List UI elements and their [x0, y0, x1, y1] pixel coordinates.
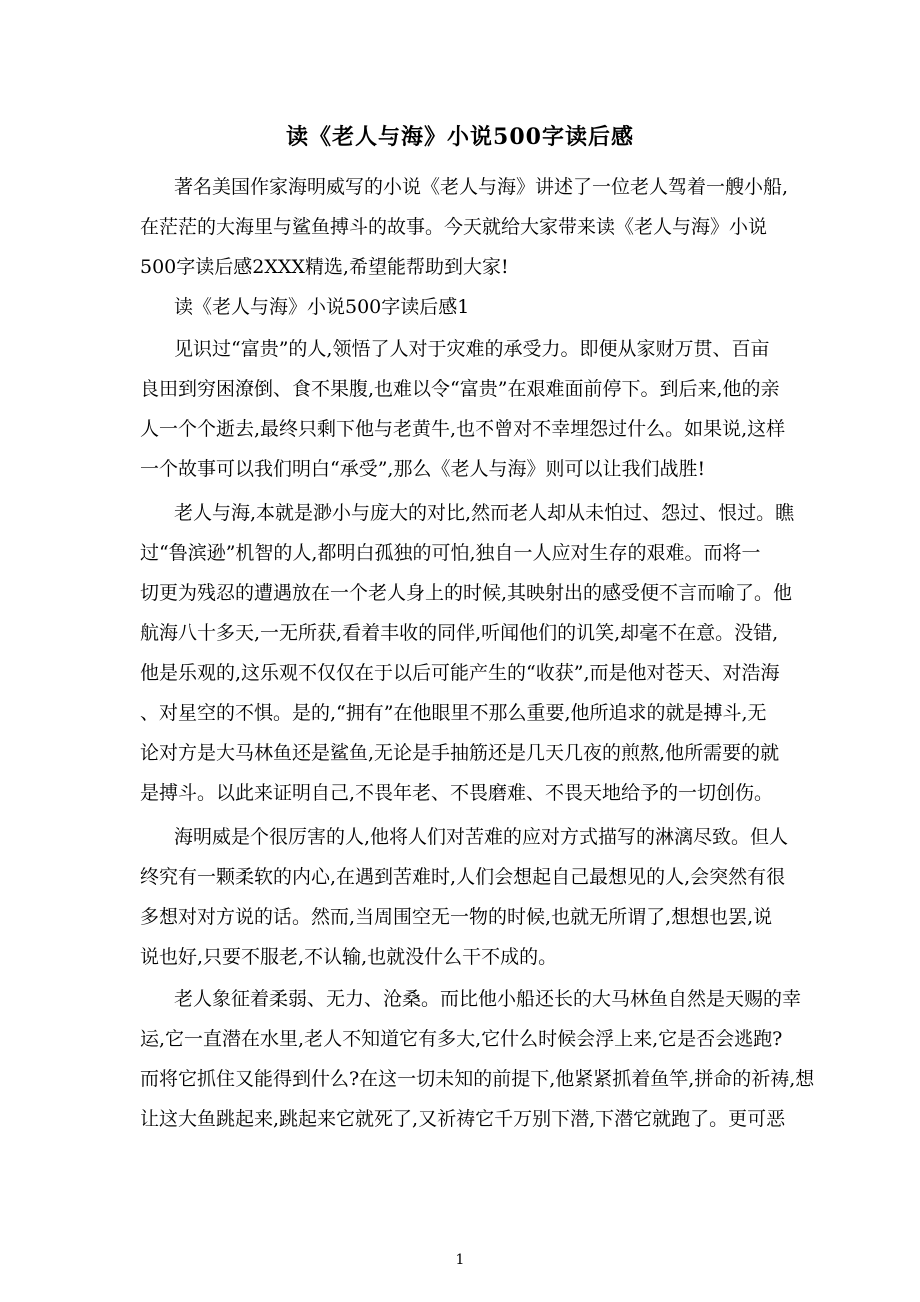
body-line: 500字读后感2XXX精选,希望能帮助到大家! — [140, 256, 509, 278]
body-line: 海明威是个很厉害的人,他将人们对苦难的应对方式描写的淋漓尽致。但人 — [174, 826, 789, 848]
body-line: 在茫茫的大海里与鲨鱼搏斗的故事。今天就给大家带来读《老人与海》小说 — [140, 216, 768, 238]
body-line: 论对方是大马林鱼还是鲨鱼,无论是手抽筋还是几天几夜的煎熬,他所需要的就 — [140, 742, 780, 764]
body-line: 切更为残忍的遭遇放在一个老人身上的时候,其映射出的感受便不言而喻了。他 — [140, 582, 793, 604]
body-line: 运,它一直潜在水里,老人不知道它有多大,它什么时候会浮上来,它是否会逃跑? — [140, 1028, 783, 1050]
body-line: 良田到穷困潦倒、食不果腹,也难以令“富贵”在艰难面前停下。到后来,他的亲 — [140, 378, 780, 400]
body-line: 老人象征着柔弱、无力、沧桑。而比他小船还长的大马林鱼自然是天赐的幸 — [174, 988, 802, 1010]
body-line: 人一个个逝去,最终只剩下他与老黄牛,也不曾对不幸埋怨过什么。如果说,这样 — [140, 418, 786, 440]
body-line: 他是乐观的,这乐观不仅仅在于以后可能产生的“收获”,而是他对苍天、对浩海 — [140, 662, 780, 684]
body-line: 多想对对方说的话。然而,当周围空无一物的时候,也就无所谓了,想想也罢,说 — [140, 906, 773, 928]
body-line: 老人与海,本就是渺小与庞大的对比,然而老人却从未怕过、怨过、恨过。瞧 — [174, 502, 795, 524]
body-line: 说也好,只要不服老,不认输,也就没什么干不成的。 — [140, 946, 558, 968]
body-line: 航海八十多天,一无所获,看着丰收的同伴,听闻他们的讥笑,却毫不在意。没错, — [140, 622, 779, 644]
body-line: 一个故事可以我们明白“承受”,那么《老人与海》则可以让我们战胜! — [140, 458, 706, 480]
body-line: 是搏斗。以此来证明自己,不畏年老、不畏磨难、不畏天地给予的一切创伤。 — [140, 782, 774, 804]
document-title: 读《老人与海》小说500字读后感 — [286, 124, 634, 150]
body-line: 见识过“富贵”的人,领悟了人对于灾难的承受力。即便从家财万贯、百亩 — [174, 338, 770, 360]
body-line: 让这大鱼跳起来,跳起来它就死了,又祈祷它千万别下潜,下潜它就跑了。更可恶 — [140, 1108, 786, 1130]
body-line: 而将它抓住又能得到什么?在这一切未知的前提下,他紧紧抓着鱼竿,拼命的祈祷,想 — [140, 1068, 815, 1090]
page-number: 1 — [455, 1252, 465, 1268]
body-line: 、对星空的不惧。是的,“拥有”在他眼里不那么重要,他所追求的就是搏斗,无 — [140, 702, 767, 724]
body-line: 过“鲁滨逊”机智的人,都明白孤独的可怕,独自一人应对生存的艰难。而将一 — [140, 542, 761, 564]
body-line: 终究有一颗柔软的内心,在遇到苦难时,人们会想起自己最想见的人,会突然有很 — [140, 866, 786, 888]
body-line: 著名美国作家海明威写的小说《老人与海》讲述了一位老人驾着一艘小船, — [174, 176, 789, 198]
body-line: 读《老人与海》小说500字读后感1 — [174, 296, 470, 318]
